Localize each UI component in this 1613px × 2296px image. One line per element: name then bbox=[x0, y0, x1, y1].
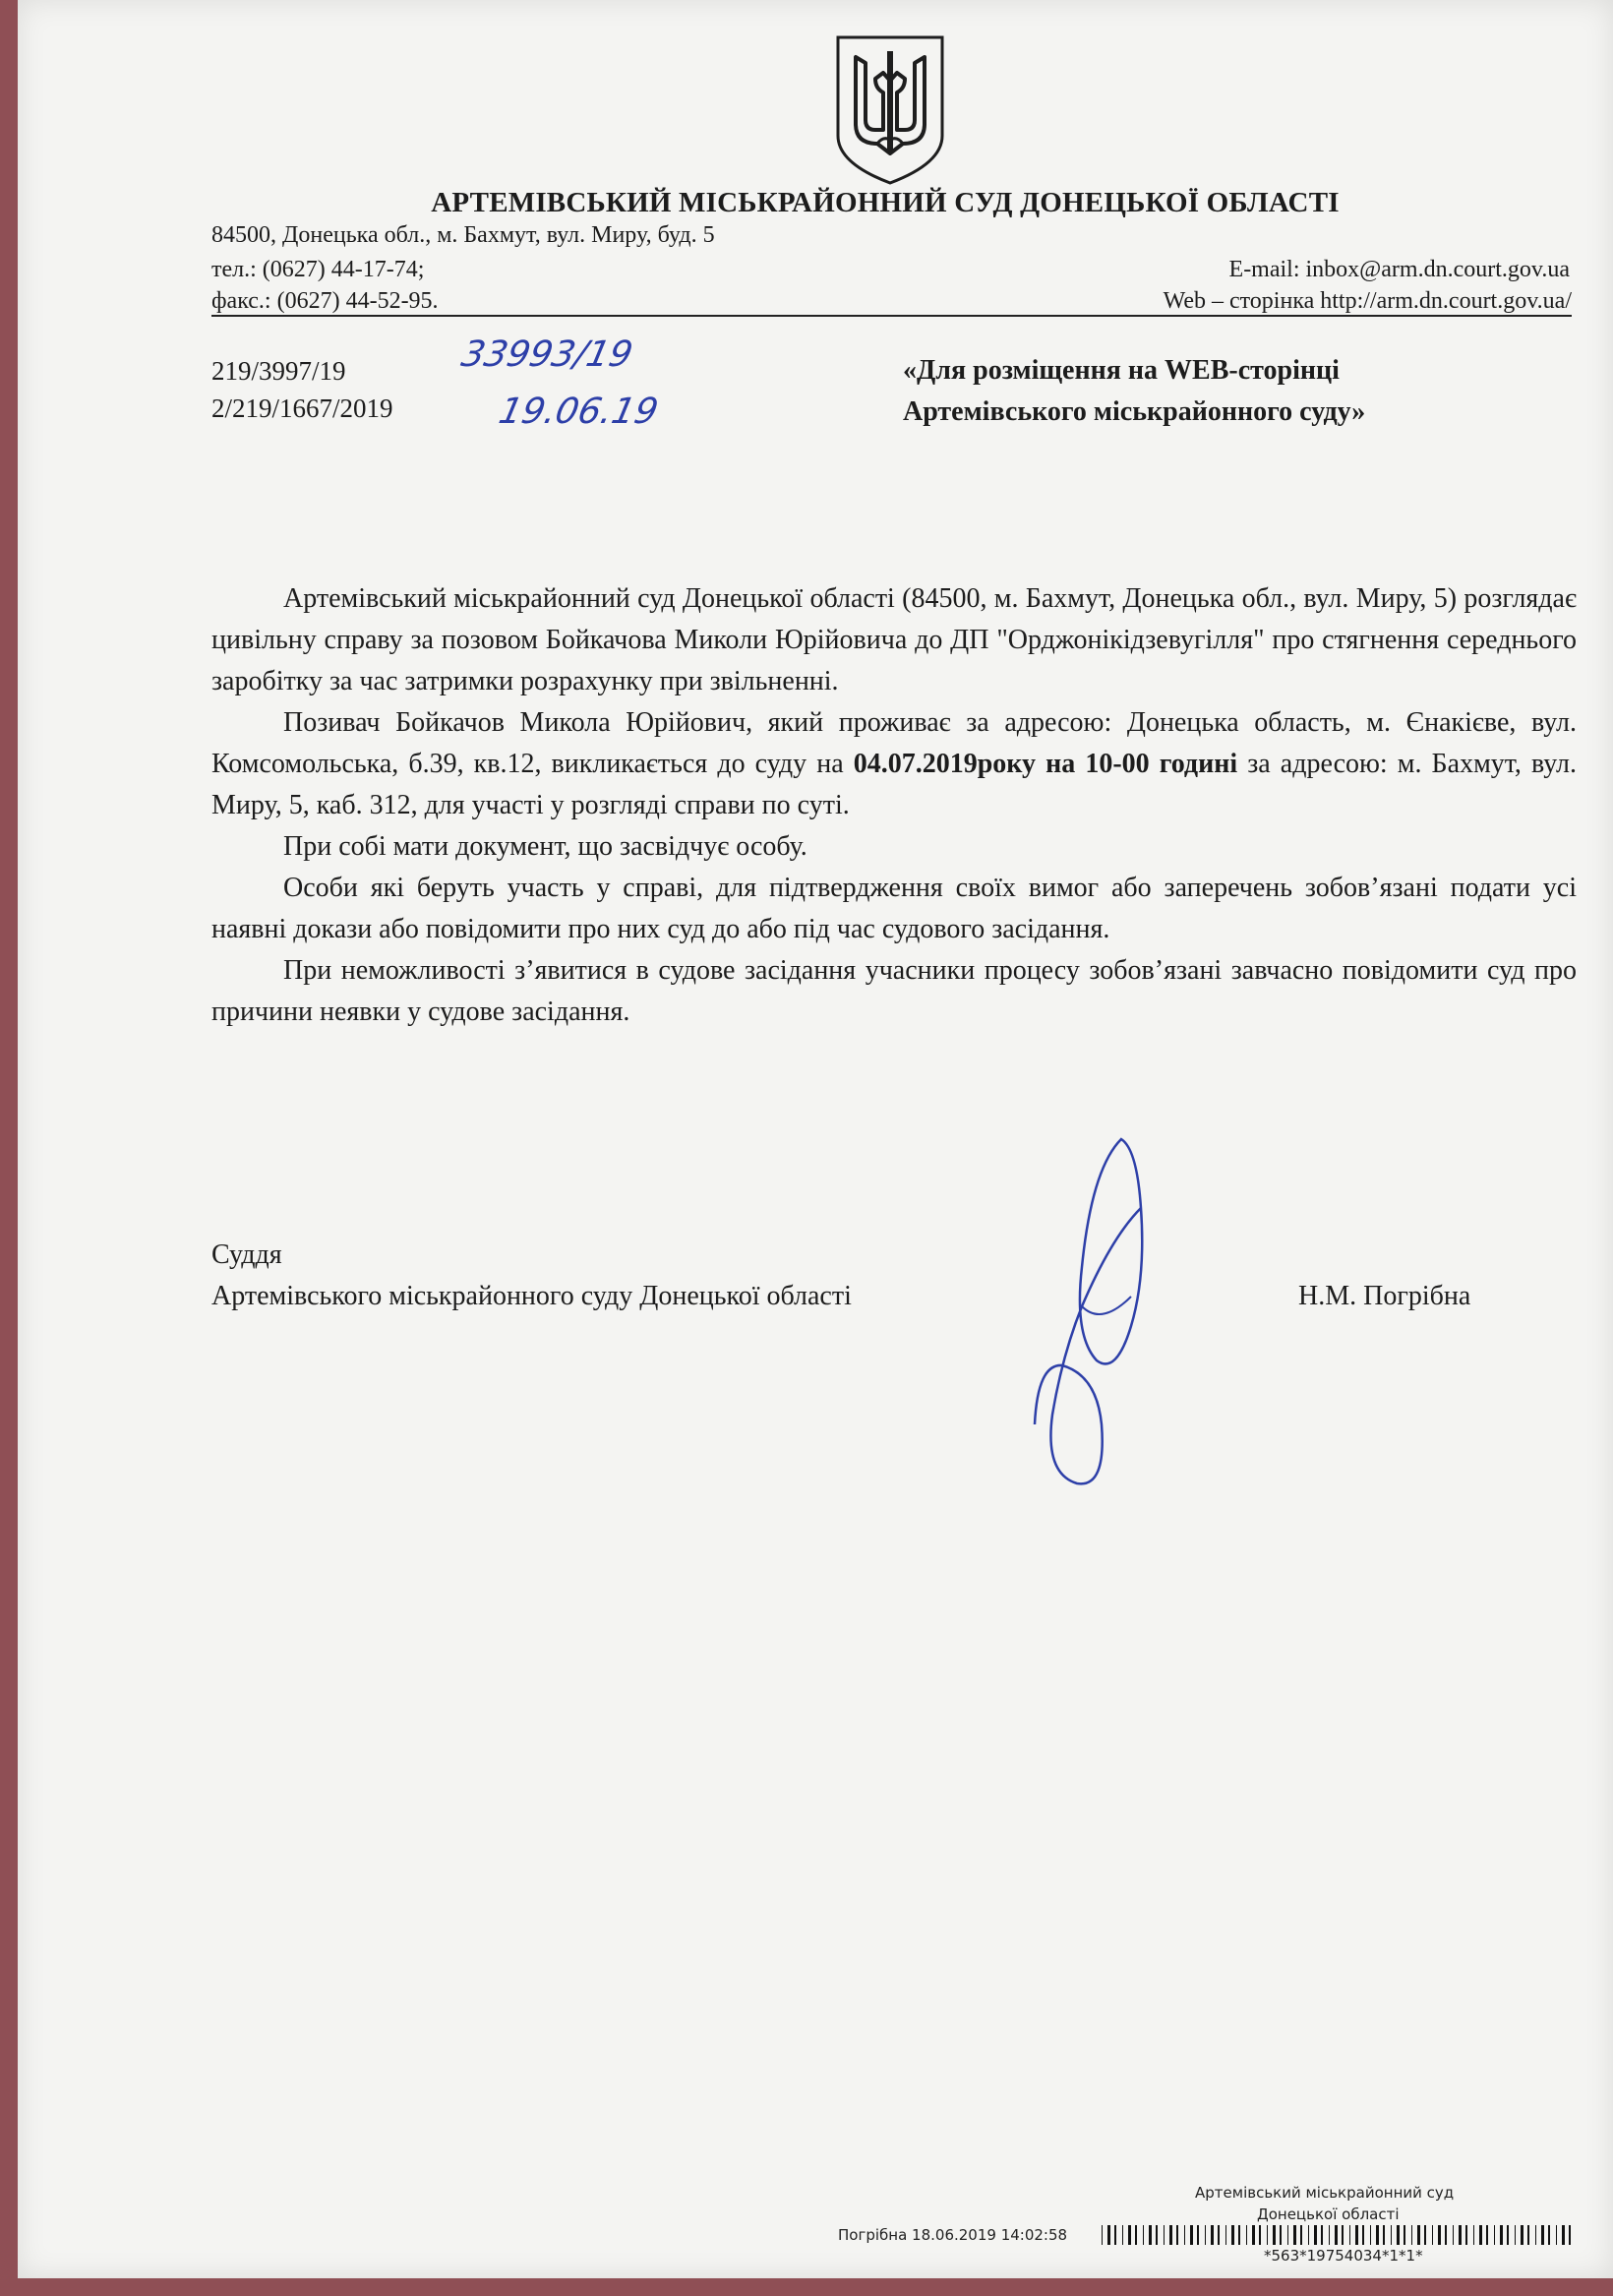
paragraph-summons bbox=[211, 702, 1577, 826]
summons-text-start: Позивач Бойкачов Микола Юрійович, який проживає за адресою: Донецька область, м. Єнакієве, вул. Комсомольська, б.39, кв.12, викликається до суду на bbox=[211, 707, 1577, 779]
court-fax: факс.: (0627) 44-52-95. bbox=[211, 288, 439, 314]
court-email: E-mail: inbox@arm.dn.court.gov.ua bbox=[1228, 257, 1570, 282]
publication-note bbox=[903, 350, 1365, 433]
court-address: 84500, Донецька обл., м. Бахмут, вул. Миру, буд. 5 bbox=[211, 222, 715, 248]
header-divider bbox=[211, 315, 1572, 317]
stamp-court-line-2: Донецької області bbox=[1257, 2205, 1400, 2223]
handwritten-date: 19.06.19 bbox=[495, 392, 662, 432]
hearing-datetime: 04.07.2019року на 10-00 годині bbox=[853, 749, 1238, 779]
signatory-title: Суддя bbox=[211, 1239, 282, 1270]
coat-of-arms-icon bbox=[832, 33, 948, 187]
paragraph-evidence: Особи які беруть участь у справі, для підтвердження своїх вимог або заперечень зобов’язані подати усі наявні докази або повідомити про них суд до або під час судового засідання. bbox=[211, 873, 1577, 944]
publication-note-line-2: Артемівського міськрайонного суду» bbox=[903, 396, 1366, 427]
stamp-court-line-1: Артемівський міськрайонний суд bbox=[1195, 2184, 1455, 2202]
handwritten-signature bbox=[1023, 1129, 1180, 1503]
barcode-number: *563*19754034*1*1* bbox=[1264, 2247, 1423, 2265]
paragraph-absence: При неможливості з’явитися в судове засідання учасники процесу зобов’язані завчасно повідомити суд про причини неявки у судове засідання. bbox=[211, 955, 1577, 1027]
court-website: Web – сторінка http://arm.dn.court.gov.ua/ bbox=[1163, 288, 1572, 314]
document-barcode bbox=[1102, 2225, 1574, 2245]
case-number: 219/3997/19 bbox=[211, 356, 346, 386]
scan-border bbox=[0, 2278, 1613, 2296]
document-page bbox=[18, 0, 1613, 2278]
judge-name: Н.М. Погрібна bbox=[1298, 1281, 1471, 1311]
publication-note-line-1: «Для розміщення на WEB-сторінці bbox=[903, 355, 1340, 386]
handwritten-registration-number: 33993/19 bbox=[457, 334, 636, 375]
court-phone: тел.: (0627) 44-17-74; bbox=[211, 257, 425, 282]
paragraph-id-document: При собі мати документ, що засвідчує особу. bbox=[283, 831, 807, 862]
paragraph-case: Артемівський міськрайонний суд Донецької області (84500, м. Бахмут, Донецька обл., вул. Миру, 5) розглядає цивільну справу за позовом Бойкачова Миколи Юрійовича до ДП "Орджонікідзевугілля" про стягнення середнього заробітку за час затримки розрахунку при звільненні. bbox=[211, 583, 1577, 696]
summons-text-end: за адресою: м. Бахмут, вул. Миру, 5, каб. 312, для участі у розгляді справи по суті. bbox=[211, 749, 1577, 820]
outgoing-number: 2/219/1667/2019 bbox=[211, 393, 393, 423]
court-title: АРТЕМІВСЬКИЙ МІСЬКРАЙОННИЙ СУД ДОНЕЦЬКОЇ ОБЛАСТІ bbox=[431, 187, 1340, 218]
signatory-court: Артемівського міськрайонного суду Донецької області bbox=[211, 1281, 852, 1311]
notice-body bbox=[211, 578, 1577, 1033]
stamp-timestamp: Погрібна 18.06.2019 14:02:58 bbox=[838, 2226, 1068, 2244]
